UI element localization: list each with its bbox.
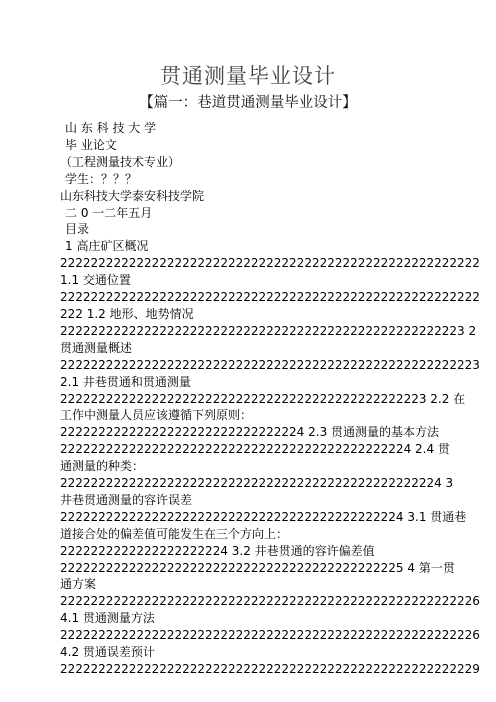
- toc-line: 2222222222222222222224 3.2 井巷贯通的容许偏差值: [60, 543, 375, 558]
- toc-line: 道接合处的偏差值可能发生在三个方向上：: [60, 526, 289, 541]
- toc-line: 2222222222222222222222222222222222222222222222222222222: [60, 290, 480, 305]
- toc-line: 通测量的种类：: [60, 459, 145, 474]
- toc-line: 222222222222222222222222222222222222222222224 3.1 贯通巷: [60, 509, 467, 524]
- toc-line: 2222222222222222222222222222222222222222222222222222223: [60, 357, 480, 372]
- toc-line: 2.1 井巷贯通和贯通测量: [60, 374, 191, 389]
- toc-line: 1.1 交通位置: [60, 273, 131, 288]
- toc-line: 4.1 贯通测量方法: [60, 611, 155, 626]
- toc-line: 4.2 贯通误差预计: [60, 645, 155, 660]
- document-title: 贯通测量毕业设计: [160, 64, 336, 88]
- toc-heading: 目录: [65, 222, 90, 237]
- cover-line-student: 学生：？？？: [65, 171, 138, 186]
- toc-line: 贯通测量概述: [60, 340, 133, 355]
- toc-line: 通方案: [60, 577, 97, 592]
- cover-line-university: 山 东 科 技 大 学: [65, 121, 157, 135]
- cover-line-date: 二 0 一二年五月: [65, 205, 153, 220]
- document-subtitle: 【篇一：巷道贯通测量毕业设计】: [139, 95, 357, 111]
- toc-line: 2222222222222222222222222222222222222222222222222222226: [60, 628, 480, 643]
- toc-line: 222222222222222222222222222222222222222222225 4 第一贯: [60, 560, 455, 575]
- toc-line: 2222222222222222222222222222222222222222222222222222222: [60, 256, 480, 271]
- toc-line: 22222222222222222222222222222224 2.3 贯通测量的基本方法: [60, 425, 440, 440]
- toc-line: 1 高庄矿区概况: [65, 239, 149, 254]
- toc-line: 22222222222222222222222222222222222222222222222222223 2: [60, 323, 477, 338]
- toc-line: 22222222222222222222222222222222222222222222222224 3: [60, 476, 454, 491]
- toc-line: 井巷贯通测量的容许误差: [60, 492, 193, 507]
- document-body: [60, 120, 480, 678]
- toc-line: 222 1.2 地形、地势情况: [60, 306, 194, 321]
- toc-line: 工作中测量人员应该遵循下列原则：: [60, 408, 253, 423]
- toc-line: 2222222222222222222222222222222222222222222222222222226: [60, 594, 480, 609]
- toc-line: 2222222222222222222222222222222222222222222224 2.4 贯: [60, 442, 450, 457]
- cover-line-thesis: 毕 业论文: [65, 137, 117, 152]
- cover-line-college: 山东科技大学泰安科技学院: [60, 188, 205, 203]
- toc-line: 2222222222222222222222222222222222222222222222222222229: [60, 662, 480, 676]
- cover-line-major: （工程测量技术专业）: [60, 154, 181, 169]
- toc-line: 222222222222222222222222222222222222222222222223 2.2 在: [60, 391, 466, 406]
